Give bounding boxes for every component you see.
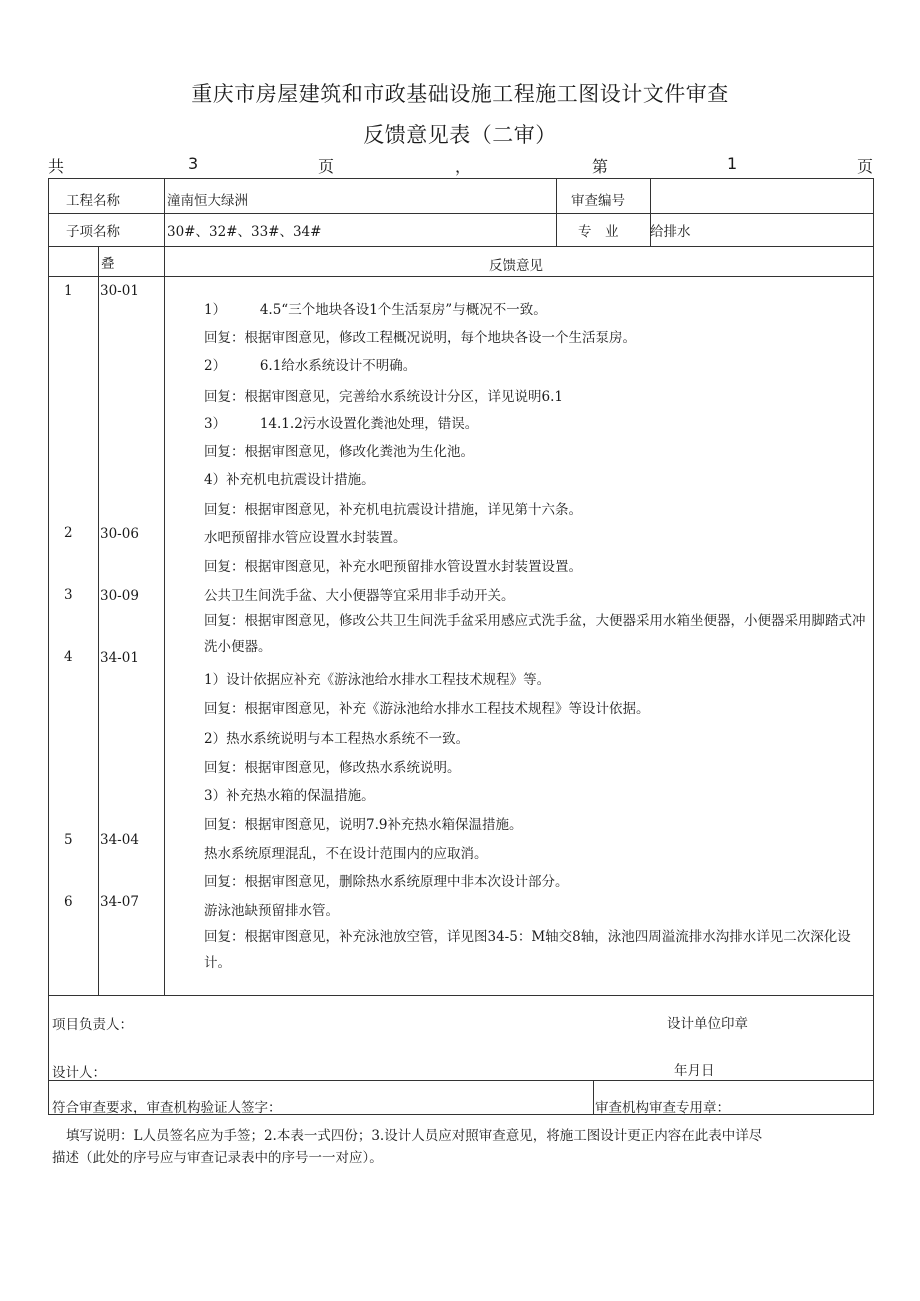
project-leader-label: 项目负责人：	[52, 1017, 133, 1033]
discipline-label: 专 业	[578, 224, 619, 240]
feedback-comment: 2）热水系统说明与本工程热水系统不一致。	[204, 731, 470, 747]
feedback-reply: 回复：根据审图意见，修改化粪池为生化池。	[204, 444, 474, 460]
sub-item-label: 子项名称	[66, 224, 120, 240]
project-name-label: 工程名称	[66, 193, 120, 209]
drawing-code: 34-01	[100, 650, 139, 666]
feedback-comment: 4）补充机电抗震设计措施。	[204, 472, 375, 488]
row-number: 2	[64, 525, 73, 541]
feedback-comment: 1）设计依据应补充《游泳池给水排水工程技术规程》等。	[204, 672, 551, 688]
row-number: 3	[64, 587, 73, 603]
page-current-prefix: 第	[592, 157, 609, 176]
feedback-reply: 回复：根据审图意见，删除热水系统原理中非本次设计部分。	[204, 874, 569, 890]
design-seal-label: 设计单位印章	[667, 1016, 748, 1032]
page-current-number: 1	[727, 154, 738, 173]
drawing-column-header: 叠	[101, 256, 115, 272]
row-number: 6	[64, 894, 73, 910]
page-separator: ，	[455, 157, 472, 176]
drawing-code: 34-07	[100, 894, 139, 910]
feedback-comment: 热水系统原理混乱，不在设计范围内的应取消。	[204, 846, 488, 862]
feedback-reply: 回复：根据审图意见，完善给水系统设计分区，详见说明6.1	[204, 389, 563, 405]
filling-note-line1: 填写说明：L人员签名应为手签；2.本表一式四份；3.设计人员应对照审查意见，将施工图设计更正内容在此表中详尽	[66, 1128, 763, 1144]
drawing-code: 30-06	[100, 526, 139, 542]
row-number: 4	[64, 649, 73, 665]
feedback-comment: 2） 6.1给水系统设计不明确。	[204, 358, 417, 374]
feedback-reply: 回复：根据审图意见，修改工程概况说明，每个地块各设一个生活泵房。	[204, 330, 636, 346]
page-total-prefix: 共	[48, 157, 65, 176]
feedback-comment: 游泳池缺预留排水管。	[204, 903, 339, 919]
agency-seal-label: 审查机构审查专用章：	[595, 1100, 730, 1116]
page-total-suffix: 页	[318, 157, 335, 176]
feedback-comment: 1） 4.5“三个地块各设1个生活泵房”与概况不一致。	[204, 302, 547, 318]
feedback-reply: 回复：根据审图意见，修改公共卫生间洗手盆采用感应式洗手盆，大便器采用水箱坐便器，小便器采用脚踏式冲洗小便器。	[204, 613, 866, 655]
feedback-reply: 回复：根据审图意见，补充水吧预留排水管设置水封装置设置。	[204, 559, 582, 575]
document-title-line2: 反馈意见表（二审）	[363, 123, 557, 147]
designer-label: 设计人：	[52, 1065, 106, 1081]
feedback-reply: 回复：根据审图意见，补充泳池放空管，详见图34-5：M轴交8轴，泳池四周溢流排水沟排水详见二次深化设计。	[204, 929, 851, 971]
feedback-reply: 回复：根据审图意见，修改热水系统说明。	[204, 760, 461, 776]
feedback-comment: 水吧预留排水管应设置水封装置。	[204, 530, 407, 546]
feedback-comment: 3）补充热水箱的保温措施。	[204, 788, 375, 804]
document-title-line1: 重庆市房屋建筑和市政基础设施工程施工图设计文件审查	[191, 82, 729, 106]
discipline-value: 给排水	[650, 224, 691, 240]
feedback-reply: 回复：根据审图意见，补充机电抗震设计措施，详见第十六条。	[204, 502, 582, 518]
feedback-comment: 公共卫生间洗手盆、大小便器等宜采用非手动开关。	[204, 588, 515, 604]
project-name-value: 潼南恒大绿洲	[167, 193, 248, 209]
feedback-reply: 回复：根据审图意见，说明7.9补充热水箱保温措施。	[204, 817, 523, 833]
row-number: 5	[64, 832, 73, 848]
drawing-code: 30-01	[100, 283, 139, 299]
sub-item-value: 30#、32#、33#、34#	[167, 224, 322, 240]
row-number: 1	[64, 283, 73, 299]
verifier-signature-label: 符合审查要求，审查机构验证人签字：	[52, 1100, 282, 1116]
feedback-column-header: 反馈意见	[489, 258, 543, 274]
feedback-reply: 回复：根据审图意见，补充《游泳池给水排水工程技术规程》等设计依据。	[204, 701, 650, 717]
date-label: 年月日	[674, 1063, 715, 1079]
page-current-suffix: 页	[857, 157, 874, 176]
drawing-code: 34-04	[100, 832, 139, 848]
drawing-code: 30-09	[100, 588, 139, 604]
review-number-label: 审查编号	[571, 193, 625, 209]
page-total-number: 3	[188, 154, 199, 173]
feedback-comment: 3） 14.1.2污水设置化粪池处理，错误。	[204, 416, 479, 432]
filling-note-line2: 描述（此处的序号应与审查记录表中的序号一一对应）。	[52, 1150, 383, 1166]
